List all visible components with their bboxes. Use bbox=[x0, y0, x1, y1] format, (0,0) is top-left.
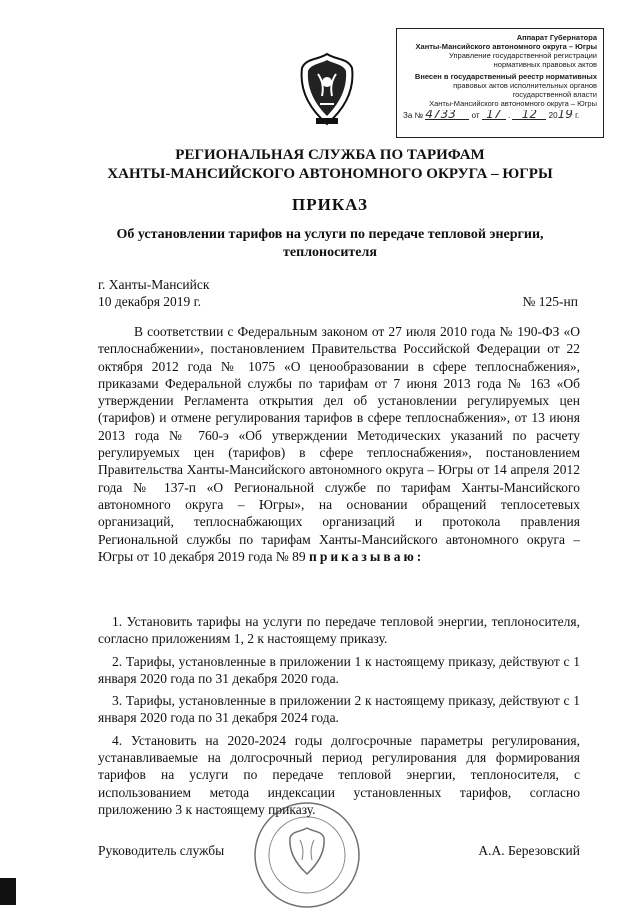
reg-day-prefix: от bbox=[471, 111, 480, 120]
order-items bbox=[98, 613, 580, 823]
stamp-line: правовых актов исполнительных органов bbox=[453, 81, 597, 90]
reg-month: 12 bbox=[512, 110, 546, 120]
reg-prefix: За № bbox=[403, 111, 424, 120]
stamp-line: Внесен в государственный реестр нормативных bbox=[414, 72, 597, 81]
order-item: 4. Установить на 2020-2024 годы долгосрочные параметры регулирования, устанавливаемые на долгосрочный период регулирования для формирования тарифов на услуги по передаче тепловой энергии, теплоносителя, с использованием метода индексации установленных тарифов, согласно приложению 3 к настоящему приказу. bbox=[98, 732, 580, 817]
reg-year: 19 bbox=[557, 110, 573, 120]
reg-number: 4733 bbox=[425, 110, 469, 120]
preamble-text: В соответствии с Федеральным законом от 27 июля 2010 года № 190-ФЗ «О теплоснабжении», постановлением Правительства Российской Федерации от 22 октября 2012 года № 1075 «О ценообразовании в сфере теплоснабжения», приказами Федеральной службы по тарифам от 7 июня 2013 года № 163 «Об утверждении Регламента открытия дел об установлении регулируемых цен (тарифов) и отмене регулирования тарифов в сфере теплоснабжения», от 13 июня 2013 года № 760-э «Об утверждении Методических указаний по расчету регулируемых цен (тарифов) в сфере теплоснабжения», постановлением Правительства Ханты-Мансийского автономного округа – Югры от 14 апреля 2012 года № 137-п «О Региональной службе по тарифам Ханты-Мансийского автономного округа – Югры», на основании обращений теплосетевых организаций, теплоснабжающих организаций и протокола правления Региональной службы по тарифам Ханты-Мансийского автономного округа – Югры от 10 декабря 2019 года № 89 bbox=[98, 324, 580, 564]
stamp-line: Ханты-Мансийского автономного округа – Югры bbox=[415, 42, 597, 51]
document-number: № 125-нп bbox=[522, 294, 578, 309]
document-subject: Об установлении тарифов на услуги по передаче тепловой энергии, теплоносителя bbox=[116, 227, 544, 260]
stamp-line: Ханты-Мансийского автономного округа – Югры bbox=[429, 99, 597, 108]
organization-name bbox=[60, 146, 600, 184]
org-line: РЕГИОНАЛЬНАЯ СЛУЖБА ПО ТАРИФАМ bbox=[175, 147, 485, 163]
reg-day: 17 bbox=[482, 110, 506, 120]
scan-edge-mark bbox=[0, 878, 16, 905]
org-line: ХАНТЫ-МАНСИЙСКОГО АВТОНОМНОГО ОКРУГА – ЮГРЫ bbox=[107, 166, 553, 182]
official-seal-icon bbox=[252, 800, 362, 910]
reg-suffix: г. bbox=[575, 111, 580, 120]
signer-title: Руководитель службы bbox=[98, 843, 225, 858]
stamp-line: Управление государственной регистрации bbox=[449, 51, 597, 60]
registration-stamp bbox=[396, 28, 604, 138]
stamp-line: государственной власти bbox=[512, 90, 597, 99]
order-item: 3. Тарифы, установленные в приложении 2 к настоящему приказу, действуют с 1 января 2020 года по 31 декабря 2024 года. bbox=[98, 693, 580, 726]
preamble-paragraph bbox=[98, 323, 580, 565]
decree-word: приказываю: bbox=[309, 548, 425, 564]
order-item: 2. Тарифы, установленные в приложении 1 к настоящему приказу, действуют с 1 января 2020 года по 31 декабря 2020 года. bbox=[98, 653, 580, 686]
document-date: 10 декабря 2019 г. bbox=[98, 294, 202, 309]
signer-name: А.А. Березовский bbox=[478, 843, 580, 858]
stamp-line: нормативных правовых актов bbox=[493, 60, 597, 69]
reg-year-prefix: 20 bbox=[548, 111, 558, 120]
document-city: г. Ханты-Мансийск bbox=[98, 277, 210, 292]
coat-of-arms-icon bbox=[298, 52, 356, 126]
stamp-registration-line: За № 4733 от 17 . 12 2019 г. bbox=[403, 110, 597, 120]
stamp-line: Аппарат Губернатора bbox=[516, 33, 597, 42]
document-type: ПРИКАЗ bbox=[292, 195, 368, 214]
order-item: 1. Установить тарифы на услуги по передаче тепловой энергии, теплоносителя, согласно приложениям 1, 2 к настоящему приказу. bbox=[98, 614, 580, 647]
